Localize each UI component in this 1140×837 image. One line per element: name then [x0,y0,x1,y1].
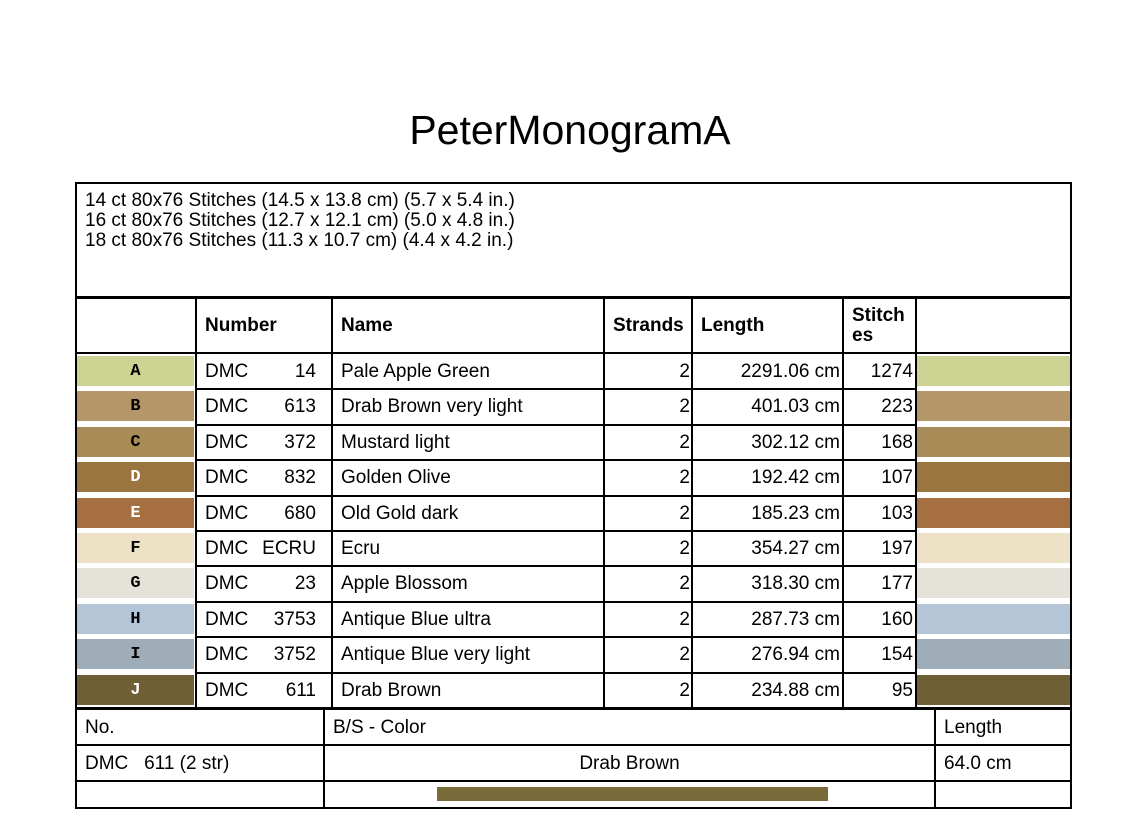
row-swatch-right [917,427,1070,457]
row-brand: DMC [205,644,249,665]
row-rule [195,530,917,532]
row-code: 680 [284,503,316,524]
row-symbol: B [130,397,141,416]
row-brand: DMC [205,361,249,382]
header-bottom-rule [75,352,1072,354]
row-name: Antique Blue ultra [341,609,491,630]
row-stitches: 1274 [870,361,913,382]
row-swatch-right [917,498,1070,528]
row-brand: DMC [205,538,249,559]
backstitch-name: Drab Brown [579,753,680,774]
size-line-14ct: 14 ct 80x76 Stitches (14.5 x 13.8 cm) (5.7 x 5.4 in.) [85,190,515,211]
header-number: Number [205,315,277,336]
header-length: Length [701,315,765,336]
size-line-16ct: 16 ct 80x76 Stitches (12.7 x 12.1 cm) (5.0 x 4.8 in.) [85,210,515,231]
row-code: ECRU [262,538,316,559]
row-swatch-right [917,675,1070,705]
row-stitches: 107 [881,467,913,488]
row-length: 401.03 cm [751,396,840,417]
col-divider [934,709,936,808]
row-length: 185.23 cm [751,503,840,524]
row-rule [195,636,917,638]
row-strands: 2 [679,467,690,488]
row-swatch-right [917,391,1070,421]
row-brand: DMC [205,396,249,417]
row-name: Drab Brown [341,680,442,701]
size-line-18ct: 18 ct 80x76 Stitches (11.3 x 10.7 cm) (4.4 x 4.2 in.) [85,230,514,251]
header-top-rule [75,296,1072,299]
col-divider [195,298,197,709]
row-code: 3753 [273,609,316,630]
row-name: Antique Blue very light [341,644,531,665]
row-length: 192.42 cm [751,467,840,488]
row-length: 276.94 cm [751,644,840,665]
row-name: Apple Blossom [341,573,468,594]
row-symbol: A [130,362,141,381]
page-title: PeterMonogramA [409,107,731,153]
backstitch-length: 64.0 cm [944,753,1012,774]
row-rule [195,565,917,567]
row-brand: DMC [205,609,249,630]
row-length: 354.27 cm [751,538,840,559]
row-brand: DMC [205,573,249,594]
row-symbol: I [130,645,141,664]
row-code: 14 [294,361,316,382]
row-rule [195,601,917,603]
row-symbol: F [130,539,141,558]
row-length: 287.73 cm [751,609,840,630]
row-brand: DMC [205,432,249,453]
backstitch-header-no: No. [85,717,115,738]
row-strands: 2 [679,396,690,417]
backstitch-number: DMC 611 (2 str) [85,753,230,774]
row-name: Golden Olive [341,467,451,488]
row-code: 613 [284,396,316,417]
row-strands: 2 [679,503,690,524]
row-length: 234.88 cm [751,680,840,701]
row-rule [195,388,917,390]
backstitch-header-rule [75,744,1072,746]
row-strands: 2 [679,644,690,665]
row-strands: 2 [679,432,690,453]
backstitch-header-color: B/S - Color [333,717,426,738]
row-stitches: 154 [881,644,913,665]
col-divider [331,298,333,709]
row-symbol: G [130,574,141,593]
row-code: 611 [285,680,316,701]
row-symbol: J [130,681,141,700]
backstitch-top-rule [75,707,1072,710]
row-code: 832 [284,467,316,488]
row-stitches: 177 [881,573,913,594]
row-swatch-right [917,639,1070,669]
backstitch-color-swatch [437,787,828,801]
row-stitches: 197 [881,538,913,559]
row-length: 318.30 cm [751,573,840,594]
backstitch-row-rule [75,780,1072,782]
row-name: Ecru [341,538,381,559]
row-strands: 2 [679,538,690,559]
row-rule [195,424,917,426]
row-code: 372 [284,432,316,453]
row-brand: DMC [205,680,249,701]
row-code: 3752 [273,644,316,665]
row-name: Pale Apple Green [341,361,490,382]
row-swatch-right [917,533,1070,563]
header-strands: Strands [613,315,684,336]
row-code: 23 [294,573,316,594]
row-name: Drab Brown very light [341,396,523,417]
row-name: Mustard light [341,432,450,453]
row-symbol: E [130,504,141,523]
row-length: 2291.06 cm [740,361,840,382]
header-name: Name [341,315,393,336]
row-stitches: 103 [881,503,913,524]
row-swatch-right [917,568,1070,598]
row-brand: DMC [205,503,249,524]
row-length: 302.12 cm [751,432,840,453]
backstitch-header-length: Length [944,717,1003,738]
size-info [85,191,515,251]
row-stitches: 160 [881,609,913,630]
row-strands: 2 [679,680,690,701]
row-strands: 2 [679,573,690,594]
row-swatch-right [917,356,1070,386]
row-stitches: 95 [891,680,913,701]
row-rule [195,459,917,461]
row-stitches: 223 [881,396,913,417]
row-strands: 2 [679,361,690,382]
row-rule [195,495,917,497]
row-stitches: 168 [881,432,913,453]
row-swatch-right [917,462,1070,492]
row-symbol: H [130,610,141,629]
row-name: Old Gold dark [341,503,459,524]
row-brand: DMC [205,467,249,488]
row-strands: 2 [679,609,690,630]
header-stitches: Stitch es [852,305,905,346]
row-rule [195,672,917,674]
row-symbol: D [130,468,141,487]
row-symbol: C [130,433,141,452]
row-swatch-right [917,604,1070,634]
